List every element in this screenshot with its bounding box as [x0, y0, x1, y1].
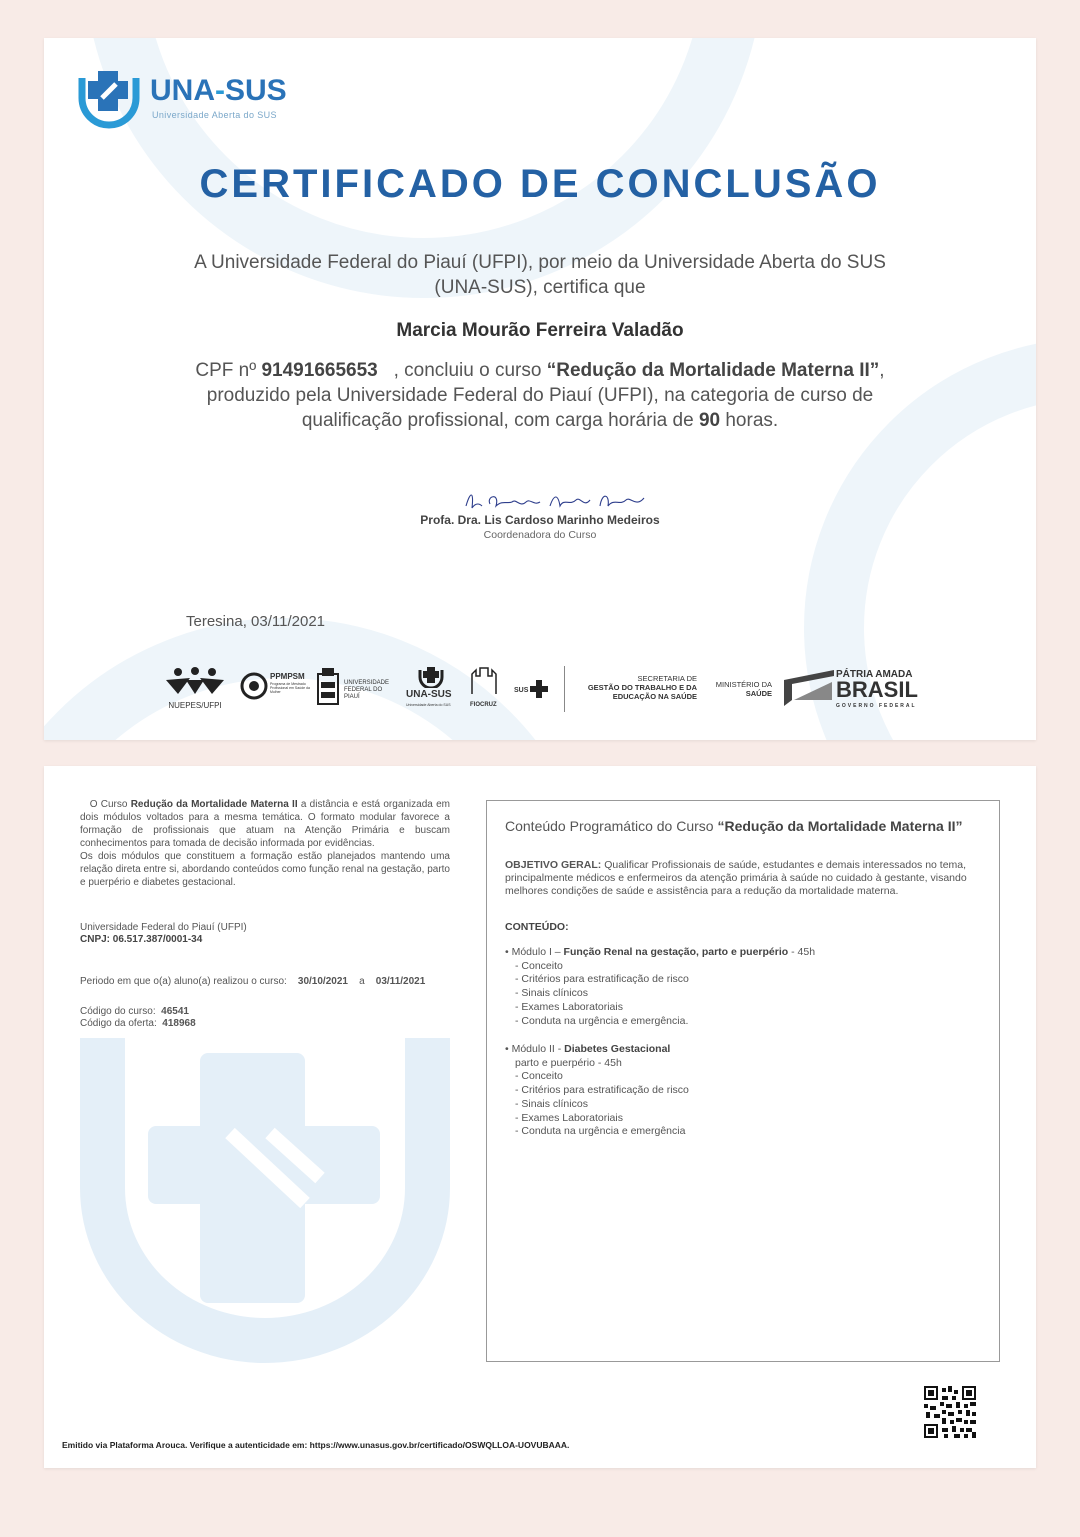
footer-verification: Emitido via Plataforma Arouca. Verifique a autenticidade em: https://www.unasus.gov.br/certificado/OSWQLLOA-UOVUBAAA.	[62, 1440, 570, 1450]
fiocruz-castle-icon	[470, 666, 498, 696]
city: Teresina,	[186, 613, 247, 630]
course-name: “Redução da Mortalidade Materna II”	[546, 360, 880, 381]
course-suffix: , produzido pela Universidade Federal do Piauí (UFPI), na categoria de curso de qualificação profissional, com carga horária de	[206, 360, 885, 431]
content-heading: CONTEÚDO:	[505, 921, 569, 933]
list-item: - Critérios para estratificação de risco	[515, 973, 689, 986]
unasus-watermark-icon	[80, 1038, 450, 1363]
list-item: - Critérios para estratificação de risco	[515, 1084, 689, 1097]
brasil-flag-icon	[784, 670, 834, 706]
hours-suffix: horas.	[725, 410, 779, 431]
ufpi-crest-icon	[316, 668, 340, 708]
unasus-logo	[76, 68, 296, 128]
unasus-small-icon	[418, 666, 444, 688]
qr-code-icon[interactable]	[924, 1386, 976, 1438]
student-name: Marcia Mourão Ferreira Valadão	[396, 320, 684, 341]
list-item: - Conduta na urgência e emergência	[515, 1125, 686, 1138]
ppmpsm-logo: PPMPSM Programa de Mestrado Profissional em Saúde da Mulher	[240, 666, 310, 712]
unasus-cross-icon	[76, 68, 142, 130]
signatory-name: Profa. Dra. Lis Cardoso Marinho Medeiros	[420, 513, 660, 527]
period-end: 03/11/2021	[375, 976, 426, 987]
ufpi-logo: UNIVERSIDADE FEDERAL DO PIAUÍ	[316, 666, 398, 712]
university-name: Universidade Federal do Piauí (UFPI)	[80, 922, 247, 933]
list-item: - Conceito	[515, 959, 563, 972]
cpf-value: 91491665653	[261, 360, 378, 381]
module-1: • Módulo I – Função Renal na gestação, parto e puerpério - 45h - Conceito - Critérios para estratificação de risco - Sinais clínicos - Exames Laboratoriais - Conduta na urgência e emergência.	[505, 946, 816, 1027]
sus-plus-icon	[530, 680, 548, 698]
program-content-box	[486, 800, 1000, 1362]
list-item: - Sinais clínicos	[515, 1097, 588, 1110]
fiocruz-logo: FIOCRUZ	[470, 666, 502, 712]
signature-scribble	[460, 486, 650, 516]
course-code: 46541	[161, 1006, 189, 1017]
logo-subtitle: Universidade Aberta do SUS	[152, 110, 277, 120]
university-info	[80, 922, 247, 946]
offer-code: 418968	[162, 1018, 196, 1029]
unasus-small-logo: UNA-SUS Universidade Aberta do SUS	[406, 666, 458, 712]
sus-logo: SUS	[514, 666, 554, 712]
course-hours: 90	[698, 410, 721, 431]
partner-logos	[164, 666, 924, 714]
list-item: - Exames Laboratoriais	[515, 1000, 623, 1013]
program-title: Conteúdo Programático do Curso “Redução da Mortalidade Materna II”	[505, 818, 963, 834]
certificate-body	[184, 358, 896, 433]
course-codes: Código do curso: 46541 Código da oferta: 418968	[80, 1006, 196, 1029]
list-item: - Sinais clínicos	[515, 987, 588, 1000]
program-objective: OBJETIVO GERAL: Qualificar Profissionais de saúde, estudantes e demais interessados no tema, principalmente médicos e enfermeiros da atenção primária à saúde no cuidado à gestante, visando melhores condições de saúde e assistência para a redução da mortalidade materna.	[505, 859, 967, 897]
course-period: Periodo em que o(a) aluno(a) realizou o curso: 30/10/2021 a 03/11/2021	[80, 976, 426, 987]
signatory-role: Coordenadora do Curso	[483, 529, 597, 541]
list-item: - Conduta na urgência e emergência.	[515, 1014, 689, 1027]
period-start: 30/10/2021	[297, 976, 348, 987]
certificate-front-page	[44, 38, 1036, 740]
cnpj: CNPJ: 06.517.387/0001-34	[80, 934, 203, 945]
certificate-back-page	[44, 766, 1036, 1468]
nuepes-logo: NUEPES/UFPI	[164, 666, 226, 712]
certificate-intro: A Universidade Federal do Piauí (UFPI), por meio da Universidade Aberta do SUS (UNA-SUS), certifica que	[194, 252, 886, 298]
ministerio-logo: MINISTÉRIO DA SAÚDE	[715, 680, 772, 698]
ppmpsm-circle-icon	[240, 672, 268, 700]
list-item: - Exames Laboratoriais	[515, 1111, 623, 1124]
course-prefix: , concluiu o curso	[393, 360, 542, 381]
brasil-logo: PÁTRIA AMADA BRASIL GOVERNO FEDERAL	[784, 666, 924, 712]
list-item: - Conceito	[515, 1070, 563, 1083]
logo-wordmark: UNA-SUS	[150, 74, 287, 107]
place-date	[186, 613, 325, 630]
certificate-title: CERTIFICADO DE CONCLUSÃO	[199, 162, 881, 206]
module-2: • Módulo II - Diabetes Gestacional parto e puerpério - 45h - Conceito - Critérios para estratificação de risco - Sinais clínicos - Exames Laboratoriais - Conduta na urgência e emergência	[505, 1043, 689, 1138]
course-description: O Curso Redução da Mortalidade Materna II a distância e está organizada em dois módulos voltados para a mesma temática. O formato modular favorece a formação de profissionais que atuam na Atenção Primária e buscam conhecimentos para tomada de decisão informada por evidências. Os dois módulos que constituem a formação estão planejados mantendo uma relação direta entre si, abordando conteúdos como função renal na gestação, parto e puerpério e diabetes gestacional.	[80, 799, 450, 888]
people-icon	[164, 666, 226, 696]
cpf-label: CPF nº	[195, 360, 257, 381]
secretaria-logo: SECRETARIA DE GESTÃO DO TRABALHO E DA EDUCAÇÃO NA SAÚDE	[564, 666, 697, 712]
issue-date: 03/11/2021	[251, 613, 326, 630]
